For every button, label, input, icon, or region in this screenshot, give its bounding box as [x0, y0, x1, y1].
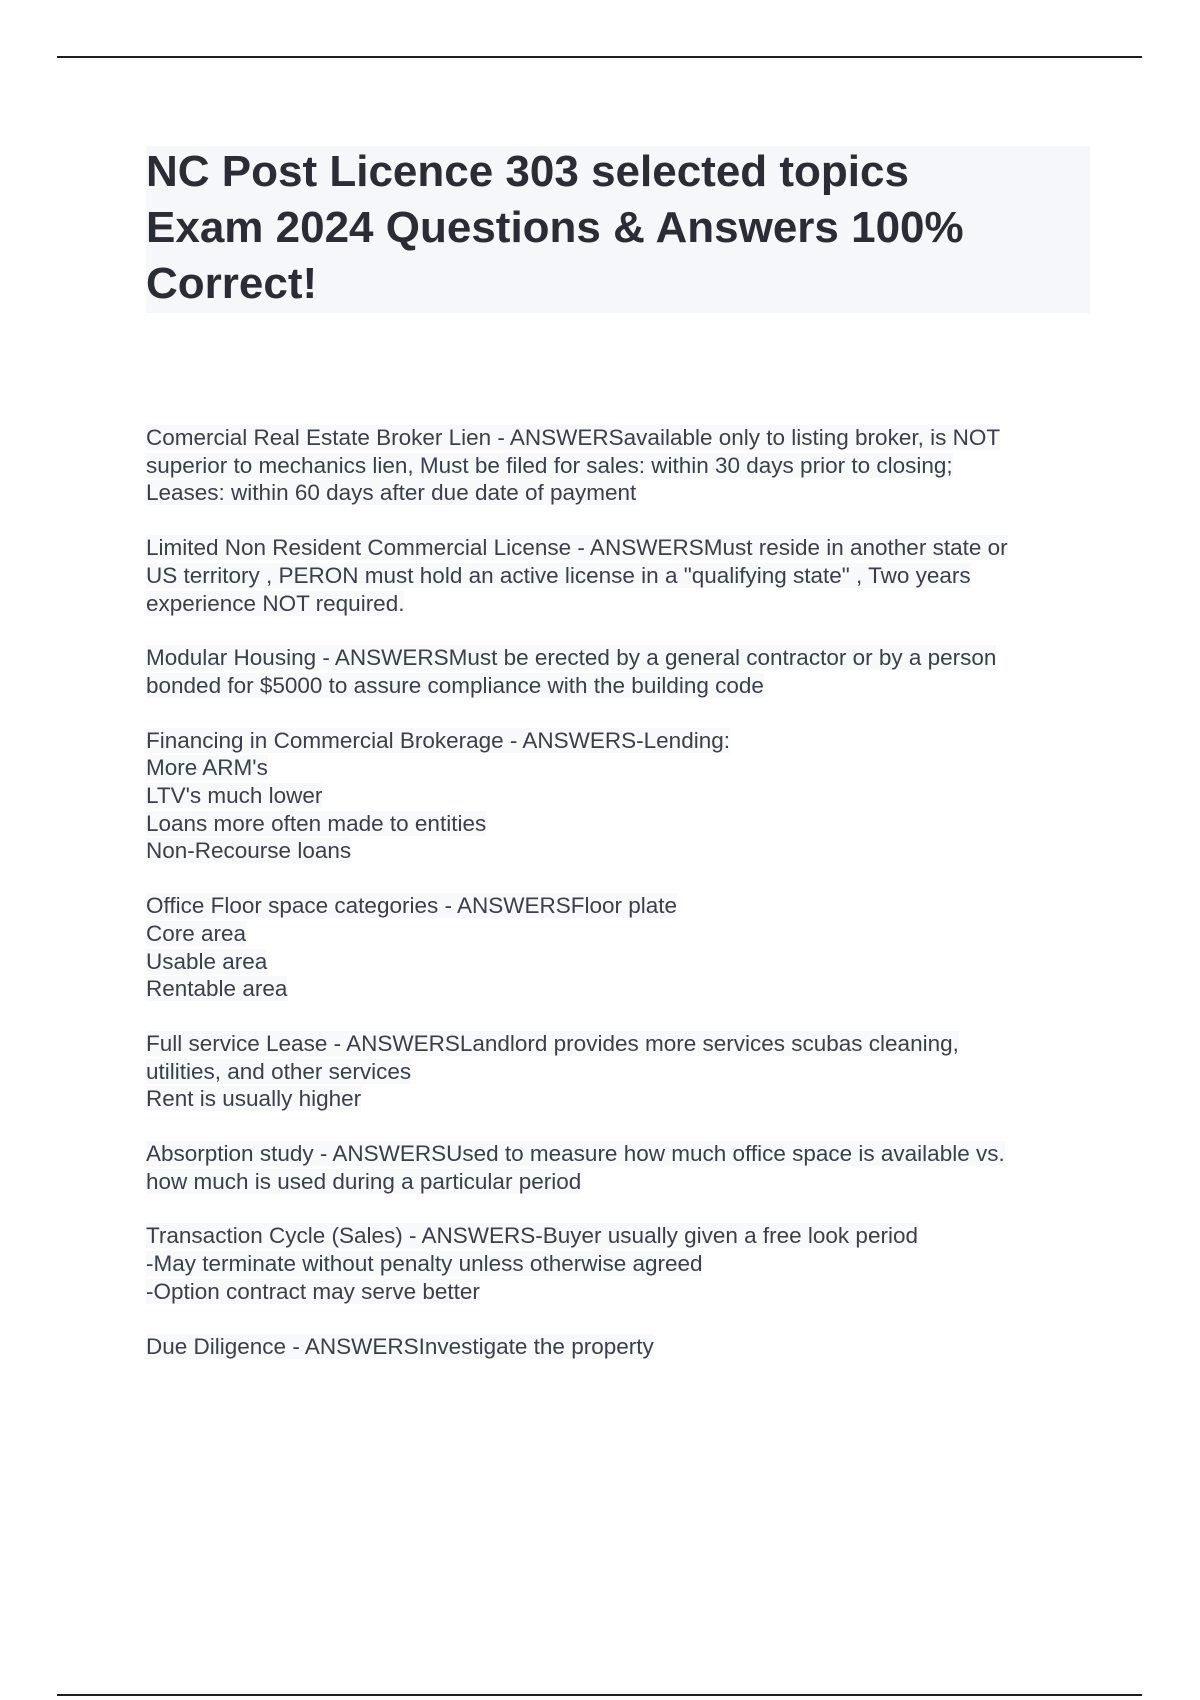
title-line: Correct! [146, 259, 318, 308]
qa-line-text: Full service Lease - ANSWERSLandlord provides more services scubas cleaning, [146, 1030, 959, 1056]
qa-item-transaction-cycle-sales [146, 1222, 1096, 1305]
qa-line-text: Absorption study - ANSWERSUsed to measure how much office space is available vs. [146, 1141, 1005, 1167]
qa-line [146, 1168, 1096, 1196]
qa-line [146, 1030, 1096, 1058]
page-title [146, 144, 1086, 312]
qa-line [146, 1250, 1096, 1278]
qa-line-text: superior to mechanics lien, Must be filed for sales: within 30 days prior to closing; [146, 452, 953, 478]
qa-line-text: Financing in Commercial Brokerage - ANSWERS-Lending: [146, 727, 730, 753]
qa-line-text: Non-Recourse loans [146, 838, 352, 864]
qa-line [146, 590, 1096, 618]
qa-line [146, 1140, 1096, 1168]
qa-line-text: LTV's much lower [146, 783, 323, 809]
qa-line-text: Leases: within 60 days after due date of payment [146, 480, 637, 506]
qa-line-text: Limited Non Resident Commercial License - ANSWERSMust reside in another state or [146, 535, 1008, 561]
qa-line [146, 1333, 1096, 1361]
qa-line-text: Usable area [146, 948, 268, 974]
qa-line-text: bonded for $5000 to assure compliance with the building code [146, 672, 764, 698]
qa-line [146, 1085, 1096, 1113]
qa-line [146, 782, 1096, 810]
qa-line [146, 479, 1096, 507]
qa-line [146, 1222, 1096, 1250]
qa-line-text: Modular Housing - ANSWERSMust be erected by a general contractor or by a person [146, 645, 997, 671]
qa-line [146, 727, 1096, 755]
qa-item-financing-in-commercial-brokerage [146, 727, 1096, 866]
qa-line [146, 1278, 1096, 1306]
qa-line-text: Loans more often made to entities [146, 810, 487, 836]
qa-line [146, 1058, 1096, 1086]
qa-line-text: Due Diligence - ANSWERSInvestigate the property [146, 1333, 654, 1359]
qa-line [146, 452, 1096, 480]
qa-item-limited-non-resident-commercial-license [146, 534, 1096, 617]
qa-line-text: -Option contract may serve better [146, 1278, 480, 1304]
qa-line [146, 672, 1096, 700]
qa-line [146, 920, 1096, 948]
qa-item-absorption-study [146, 1140, 1096, 1195]
qa-line [146, 892, 1096, 920]
qa-item-office-floor-space-categories [146, 892, 1096, 1003]
qa-item-due-diligence [146, 1333, 1096, 1361]
qa-line [146, 644, 1096, 672]
qa-line-text: Comercial Real Estate Broker Lien - ANSWERSavailable only to listing broker, is NOT [146, 425, 1001, 450]
qa-line [146, 837, 1096, 865]
qa-line [146, 754, 1096, 782]
title-line: Exam 2024 Questions & Answers 100% [146, 203, 964, 252]
title-line: NC Post Licence 303 selected topics [146, 147, 909, 196]
qa-line [146, 562, 1096, 590]
qa-item-full-service-lease [146, 1030, 1096, 1113]
qa-item-modular-housing [146, 644, 1096, 699]
qa-line [146, 948, 1096, 976]
bottom-rule [57, 1694, 1142, 1696]
qa-line-text: how much is used during a particular period [146, 1168, 582, 1194]
qa-line-text: -May terminate without penalty unless otherwise agreed [146, 1251, 703, 1277]
qa-item-comercial-real-estate-broker-lien [146, 424, 1096, 507]
qa-line-text: US territory , PERON must hold an active license in a "qualifying state" , Two years [146, 562, 971, 588]
qa-line [146, 810, 1096, 838]
qa-line-text: Core area [146, 920, 247, 946]
qa-line-text: More ARM's [146, 755, 268, 781]
qa-line-text: utilities, and other services [146, 1058, 412, 1084]
top-rule [57, 56, 1142, 58]
qa-line [146, 424, 1096, 452]
qa-line-text: Transaction Cycle (Sales) - ANSWERS-Buyer usually given a free look period [146, 1223, 918, 1249]
qa-line-text: experience NOT required. [146, 590, 405, 616]
qa-line-text: Rentable area [146, 976, 288, 1002]
qa-line-text: Rent is usually higher [146, 1086, 362, 1112]
qa-line-text: Office Floor space categories - ANSWERSFloor plate [146, 893, 678, 919]
qa-list [146, 424, 1096, 1387]
qa-line [146, 975, 1096, 1003]
qa-line [146, 534, 1096, 562]
